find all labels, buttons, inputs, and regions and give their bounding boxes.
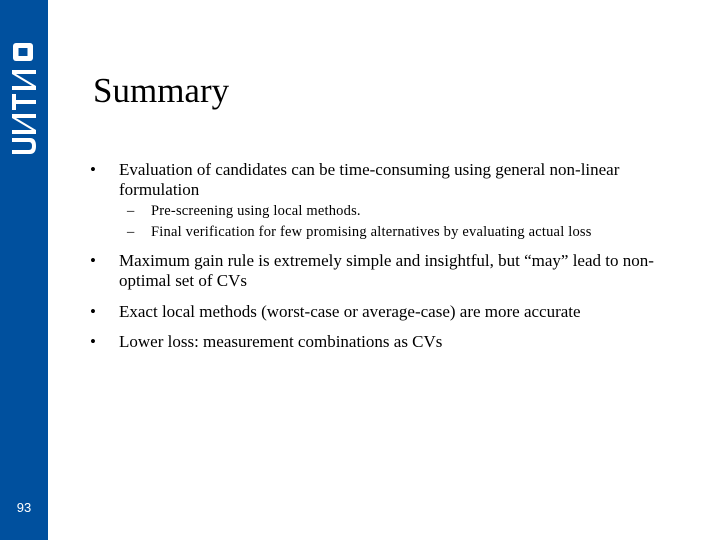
bullet-text: Evaluation of candidates can be time-consuming using general non-linear formulation bbox=[119, 160, 620, 199]
subbullet-text: Final verification for few promising alternatives by evaluating actual loss bbox=[151, 224, 592, 240]
slide-title: Summary bbox=[93, 71, 230, 110]
ntnu-logo bbox=[9, 38, 39, 170]
page-number: 93 bbox=[16, 500, 32, 515]
bullet-text: Maximum gain rule is extremely simple and insightful, but “may” lead to non-optimal set of CVs bbox=[119, 251, 654, 290]
sidebar bbox=[0, 0, 48, 540]
dash-marker: – bbox=[127, 203, 135, 219]
dash-marker: – bbox=[127, 224, 135, 240]
bullet-marker: • bbox=[90, 302, 96, 321]
bullet-text: Lower loss: measurement combinations as CVs bbox=[119, 332, 443, 351]
subbullet-text: Pre-screening using local methods. bbox=[151, 203, 361, 219]
bullet-marker: • bbox=[90, 160, 96, 179]
bullet-text: Exact local methods (worst-case or average-case) are more accurate bbox=[119, 302, 581, 321]
bullet-marker: • bbox=[90, 251, 96, 270]
bullet-marker: • bbox=[90, 332, 96, 351]
